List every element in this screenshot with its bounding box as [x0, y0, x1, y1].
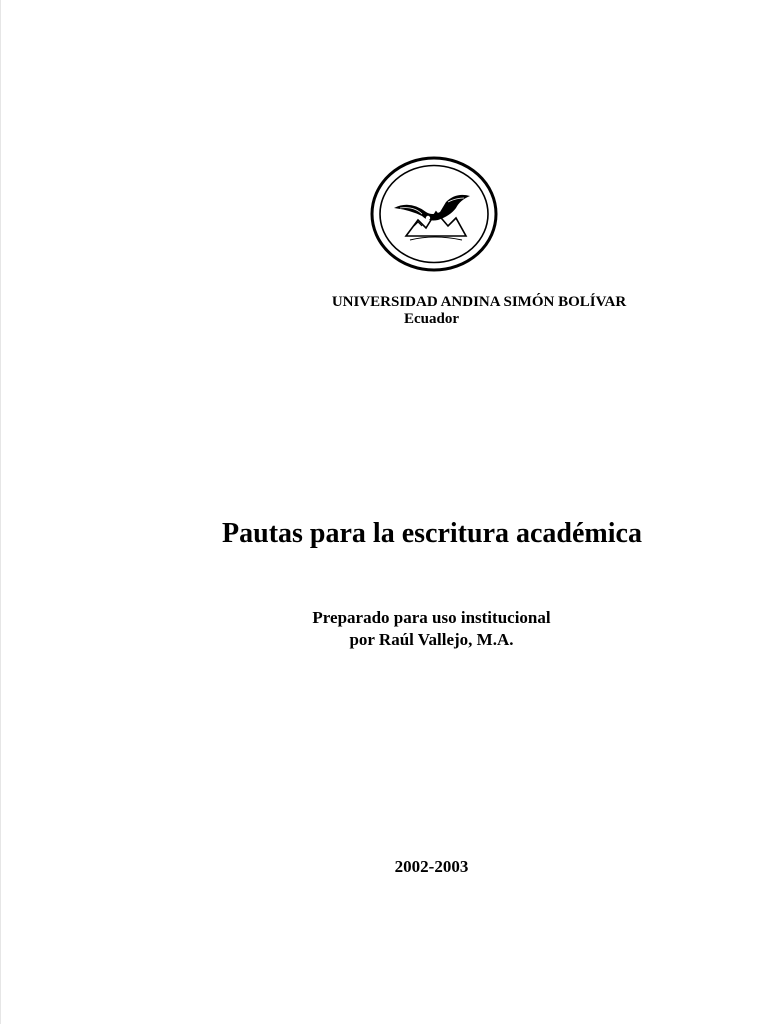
prepared-for-text: Preparado para uso institucional	[312, 608, 551, 627]
institution-name	[0, 294, 768, 310]
year-range	[1, 856, 768, 878]
prepared-for-line	[1, 607, 768, 629]
university-seal-icon	[370, 156, 498, 272]
author-text: por Raúl Vallejo, M.A.	[349, 630, 514, 649]
year-range-text: 2002-2003	[394, 857, 469, 876]
institution-name-text: UNIVERSIDAD ANDINA SIMÓN BOLÍVAR	[331, 294, 627, 310]
institution-country-text: Ecuador	[403, 311, 459, 327]
institution-country	[1, 311, 768, 327]
document-title-text: Pautas para la escritura académica	[222, 518, 642, 549]
author-line	[1, 629, 768, 651]
document-title	[1, 514, 768, 554]
